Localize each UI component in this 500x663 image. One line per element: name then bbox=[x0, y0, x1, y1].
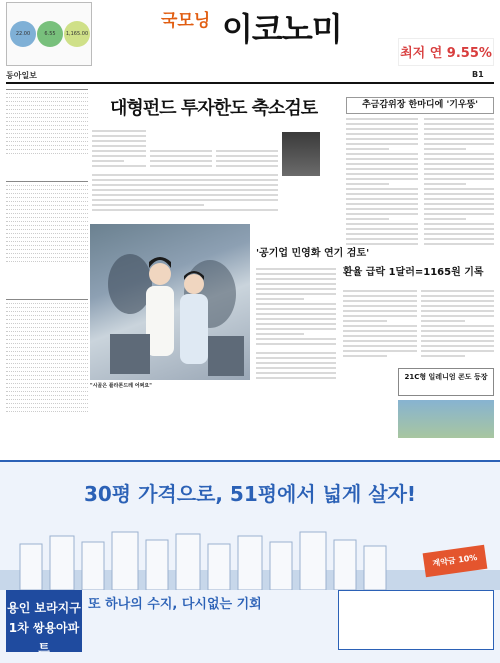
text-line bbox=[421, 315, 494, 317]
text-line bbox=[256, 357, 336, 359]
section-label: 국모닝 bbox=[161, 11, 211, 31]
text-line bbox=[346, 228, 418, 230]
text-line bbox=[424, 183, 466, 185]
text-line bbox=[343, 330, 417, 332]
text-line bbox=[343, 310, 417, 312]
text-line bbox=[343, 290, 417, 292]
text-line bbox=[424, 168, 494, 170]
text-line bbox=[346, 203, 418, 205]
text-line bbox=[343, 300, 417, 302]
text-line bbox=[343, 345, 417, 347]
text-line bbox=[256, 303, 336, 305]
text-line bbox=[343, 350, 417, 352]
text-line bbox=[150, 150, 212, 152]
text-line bbox=[421, 320, 465, 322]
text-line bbox=[92, 130, 146, 132]
text-line bbox=[150, 165, 212, 167]
text-line bbox=[346, 168, 418, 170]
article-body bbox=[421, 290, 494, 360]
ad-sign: 용인 보라지구 1차 쌍용아파트 bbox=[6, 590, 82, 652]
text-line bbox=[421, 290, 494, 292]
text-line bbox=[424, 148, 466, 150]
text-line bbox=[424, 203, 494, 205]
text-line bbox=[424, 138, 494, 140]
text-line bbox=[256, 278, 336, 280]
text-line bbox=[92, 189, 278, 191]
text-line bbox=[346, 128, 418, 130]
text-line bbox=[92, 160, 124, 162]
text-line bbox=[424, 123, 494, 125]
text-line bbox=[346, 143, 418, 145]
text-line bbox=[346, 183, 389, 185]
newspaper-name: 동아일보 bbox=[6, 71, 37, 80]
index-badge: 22.00 bbox=[10, 21, 36, 47]
table-row bbox=[6, 150, 88, 154]
text-line bbox=[346, 148, 389, 150]
text-line bbox=[216, 150, 278, 152]
text-line bbox=[421, 305, 494, 307]
text-line bbox=[150, 160, 212, 162]
text-line bbox=[346, 118, 418, 120]
text-line bbox=[92, 194, 278, 196]
text-line bbox=[92, 184, 278, 186]
text-line bbox=[346, 123, 418, 125]
column-kicker: 추금감위장 한마디에 '기우뚱' bbox=[346, 97, 494, 114]
text-line bbox=[421, 340, 494, 342]
text-line bbox=[256, 318, 336, 320]
article-body bbox=[424, 118, 494, 248]
text-line bbox=[346, 158, 418, 160]
condo-image bbox=[398, 400, 494, 438]
text-line bbox=[424, 243, 494, 245]
text-line bbox=[343, 305, 417, 307]
text-line bbox=[256, 273, 336, 275]
text-line bbox=[424, 193, 494, 195]
text-line bbox=[92, 145, 146, 147]
text-line bbox=[256, 293, 336, 295]
article-body bbox=[256, 268, 336, 348]
article-body bbox=[346, 118, 418, 248]
text-line bbox=[256, 268, 336, 270]
text-line bbox=[421, 330, 494, 332]
text-line bbox=[424, 128, 494, 130]
market-tables-column bbox=[6, 89, 88, 449]
text-line bbox=[421, 325, 494, 327]
text-line bbox=[421, 335, 494, 337]
text-line bbox=[256, 323, 336, 325]
ad-slogan: 또 하나의 수지, 다시없는 기회 bbox=[88, 597, 262, 612]
text-line bbox=[424, 163, 494, 165]
text-line bbox=[92, 174, 278, 176]
lead-headline: 대형펀드 투자한도 축소검토 bbox=[110, 98, 318, 119]
text-line bbox=[256, 343, 336, 345]
text-line bbox=[346, 223, 418, 225]
text-line bbox=[424, 173, 494, 175]
text-line bbox=[346, 218, 389, 220]
ad-stamp: 계약금 10% bbox=[423, 545, 488, 577]
text-line bbox=[424, 223, 494, 225]
text-line bbox=[256, 288, 336, 290]
ad-hero-text: 30평 가격으로, 51평에서 넓게 살자! bbox=[83, 482, 417, 506]
text-line bbox=[256, 338, 336, 340]
text-line bbox=[346, 198, 418, 200]
article-body bbox=[256, 352, 336, 382]
text-line bbox=[346, 138, 418, 140]
feature-photo bbox=[90, 224, 250, 380]
text-line bbox=[424, 213, 494, 215]
text-line bbox=[256, 377, 336, 379]
text-line bbox=[421, 345, 494, 347]
text-line bbox=[92, 140, 146, 142]
text-line bbox=[343, 325, 417, 327]
portrait-photo bbox=[282, 132, 320, 176]
secondary-headline: '공기업 민영화 연기 검토' bbox=[256, 248, 370, 259]
text-line bbox=[424, 143, 494, 145]
text-line bbox=[424, 118, 494, 120]
market-table bbox=[6, 89, 88, 154]
market-summary-box bbox=[6, 2, 92, 66]
text-line bbox=[92, 204, 204, 206]
text-line bbox=[346, 153, 418, 155]
text-line bbox=[424, 178, 494, 180]
text-line bbox=[92, 165, 146, 167]
text-line bbox=[256, 308, 336, 310]
text-line bbox=[92, 199, 278, 201]
text-line bbox=[346, 178, 418, 180]
market-table bbox=[6, 181, 88, 262]
text-line bbox=[346, 163, 418, 165]
table-row bbox=[6, 408, 88, 412]
text-line bbox=[92, 135, 146, 137]
text-line bbox=[256, 313, 336, 315]
text-line bbox=[216, 165, 278, 167]
text-line bbox=[92, 179, 278, 181]
text-line bbox=[346, 193, 418, 195]
text-line bbox=[424, 198, 494, 200]
text-line bbox=[343, 355, 387, 357]
text-line bbox=[256, 362, 336, 364]
text-line bbox=[256, 372, 336, 374]
text-line bbox=[346, 208, 418, 210]
masthead-rule bbox=[6, 82, 494, 84]
text-line bbox=[343, 315, 417, 317]
text-line bbox=[343, 335, 417, 337]
text-line bbox=[343, 320, 387, 322]
text-line bbox=[256, 283, 336, 285]
fx-headline: 환율 급락 1달러=1165원 기록 bbox=[343, 267, 484, 278]
text-line bbox=[424, 238, 494, 240]
text-line bbox=[424, 153, 494, 155]
text-line bbox=[421, 310, 494, 312]
text-line bbox=[424, 228, 494, 230]
text-line bbox=[424, 218, 466, 220]
text-line bbox=[421, 300, 494, 302]
article-body bbox=[92, 130, 146, 170]
text-line bbox=[421, 355, 465, 357]
index-badge: 1,165.00 bbox=[64, 21, 90, 47]
article-body bbox=[150, 150, 212, 170]
text-line bbox=[346, 173, 418, 175]
table-row bbox=[6, 258, 88, 262]
article-body bbox=[92, 174, 278, 214]
text-line bbox=[256, 328, 336, 330]
article-body bbox=[343, 290, 417, 360]
ad-info-box bbox=[338, 590, 494, 650]
text-line bbox=[256, 333, 304, 335]
text-line bbox=[92, 150, 146, 152]
text-line bbox=[256, 298, 304, 300]
text-line bbox=[92, 209, 278, 211]
text-line bbox=[346, 238, 418, 240]
article-body bbox=[216, 150, 278, 170]
text-line bbox=[346, 213, 418, 215]
text-line bbox=[424, 233, 494, 235]
text-line bbox=[216, 155, 278, 157]
text-line bbox=[424, 158, 494, 160]
section-title: 이코노미 bbox=[222, 10, 342, 48]
text-line bbox=[421, 295, 494, 297]
text-line bbox=[256, 352, 336, 354]
condo-notice-title: 21C형 일레니엄 콘도 등장 bbox=[404, 373, 488, 381]
photo-caption: "시골은 플라톤드레 어쩌요" bbox=[90, 383, 152, 389]
ad-rate: 최저 연 9.55% bbox=[400, 46, 492, 61]
text-line bbox=[343, 340, 417, 342]
text-line bbox=[92, 155, 146, 157]
text-line bbox=[421, 350, 494, 352]
text-line bbox=[216, 160, 278, 162]
text-line bbox=[150, 155, 212, 157]
text-line bbox=[424, 188, 494, 190]
page-number: B1 bbox=[472, 70, 484, 79]
photo-scene bbox=[90, 224, 250, 380]
market-table bbox=[6, 299, 88, 412]
text-line bbox=[346, 233, 418, 235]
text-line bbox=[343, 295, 417, 297]
text-line bbox=[424, 208, 494, 210]
text-line bbox=[256, 367, 336, 369]
index-badge: 6.55 bbox=[37, 21, 63, 47]
text-line bbox=[346, 188, 418, 190]
text-line bbox=[424, 133, 494, 135]
text-line bbox=[346, 133, 418, 135]
